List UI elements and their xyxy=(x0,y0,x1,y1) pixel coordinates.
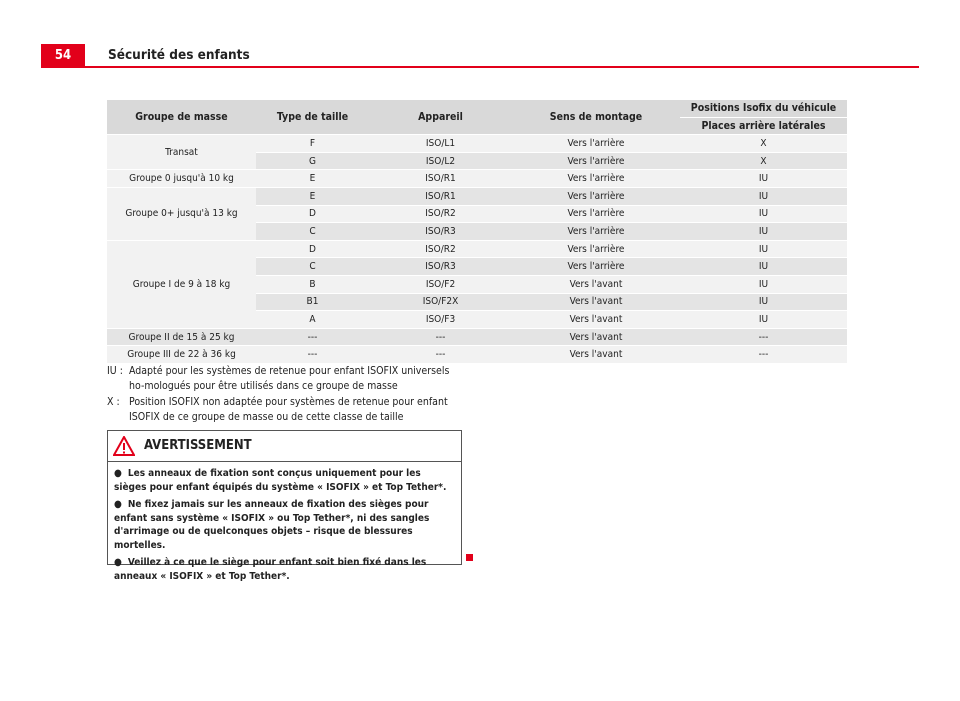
position-cell: IU xyxy=(680,170,847,188)
size-cell: C xyxy=(256,258,369,276)
size-cell: D xyxy=(256,240,369,258)
header-mounting: Sens de montage xyxy=(512,100,680,135)
legend-iu xyxy=(107,364,464,394)
group-cell: Groupe 0 jusqu'à 10 kg xyxy=(107,170,256,188)
position-cell: IU xyxy=(680,258,847,276)
table-row xyxy=(107,135,847,153)
position-cell: IU xyxy=(680,223,847,241)
size-cell: --- xyxy=(256,328,369,346)
table-row xyxy=(107,170,847,188)
position-cell: X xyxy=(680,152,847,170)
device-cell: ISO/F3 xyxy=(369,311,512,329)
size-cell: E xyxy=(256,187,369,205)
device-cell: ISO/F2X xyxy=(369,293,512,311)
device-cell: ISO/L1 xyxy=(369,135,512,153)
mount-cell: Vers l'arrière xyxy=(512,205,680,223)
section-end-marker xyxy=(466,554,473,561)
position-cell: IU xyxy=(680,205,847,223)
warning-header xyxy=(108,431,461,462)
size-cell: D xyxy=(256,205,369,223)
group-cell: Groupe 0+ jusqu'à 13 kg xyxy=(107,187,256,240)
mount-cell: Vers l'arrière xyxy=(512,258,680,276)
device-cell: ISO/R3 xyxy=(369,258,512,276)
device-cell: ISO/R1 xyxy=(369,187,512,205)
size-cell: G xyxy=(256,152,369,170)
warning-text: Ne fixez jamais sur les anneaux de fixation des sièges pour enfant sans système « ISOFIX » ou Top Tether*, ni des sangles d'arrimage ou de quelconques objets – risque de blessures mortelles. xyxy=(114,499,430,551)
header-device: Appareil xyxy=(369,100,512,135)
warning-body xyxy=(108,462,461,583)
device-cell: ISO/R2 xyxy=(369,205,512,223)
position-cell: IU xyxy=(680,311,847,329)
group-cell: Transat xyxy=(107,135,256,170)
device-cell: --- xyxy=(369,346,512,364)
warning-box xyxy=(107,430,462,582)
page-header xyxy=(41,44,919,68)
bullet-icon: ● xyxy=(114,499,122,510)
header-isofix-positions: Positions Isofix du véhicule xyxy=(680,100,847,117)
mount-cell: Vers l'arrière xyxy=(512,187,680,205)
bullet-icon: ● xyxy=(114,557,122,568)
position-cell: --- xyxy=(680,346,847,364)
size-cell: --- xyxy=(256,346,369,364)
position-cell: X xyxy=(680,135,847,153)
group-cell: Groupe III de 22 à 36 kg xyxy=(107,346,256,364)
device-cell: ISO/R1 xyxy=(369,170,512,188)
header-rear-side: Places arrière latérales xyxy=(680,117,847,135)
size-cell: B1 xyxy=(256,293,369,311)
device-cell: --- xyxy=(369,328,512,346)
mount-cell: Vers l'arrière xyxy=(512,170,680,188)
table-row xyxy=(107,346,847,364)
device-cell: ISO/R3 xyxy=(369,223,512,241)
size-cell: F xyxy=(256,135,369,153)
page-number: 54 xyxy=(41,44,85,67)
device-cell: ISO/R2 xyxy=(369,240,512,258)
position-cell: IU xyxy=(680,187,847,205)
mount-cell: Vers l'avant xyxy=(512,311,680,329)
bullet-icon: ● xyxy=(114,468,122,479)
device-cell: ISO/F2 xyxy=(369,275,512,293)
warning-title: AVERTISSEMENT xyxy=(144,438,252,453)
device-cell: ISO/L2 xyxy=(369,152,512,170)
legend-key-x: X : xyxy=(107,396,120,408)
size-cell: A xyxy=(256,311,369,329)
warning-text: Veillez à ce que le siège pour enfant soit bien fixé dans les anneaux « ISOFIX » et Top Tether*. xyxy=(114,557,427,582)
mount-cell: Vers l'arrière xyxy=(512,152,680,170)
warning-item xyxy=(114,467,455,494)
mount-cell: Vers l'arrière xyxy=(512,240,680,258)
warning-item xyxy=(114,556,455,583)
section-title: Sécurité des enfants xyxy=(108,47,250,63)
warning-triangle-icon xyxy=(113,436,135,456)
mount-cell: Vers l'avant xyxy=(512,275,680,293)
mount-cell: Vers l'avant xyxy=(512,328,680,346)
header-rule xyxy=(41,66,919,68)
position-cell: IU xyxy=(680,293,847,311)
mount-cell: Vers l'arrière xyxy=(512,223,680,241)
table-row xyxy=(107,187,847,205)
legend xyxy=(107,364,464,426)
legend-x xyxy=(107,395,464,425)
position-cell: IU xyxy=(680,275,847,293)
legend-text-x: Position ISOFIX non adaptée pour systèmes de retenue pour enfant ISOFIX de ce groupe de masse ou de cette classe de taille xyxy=(129,396,448,423)
size-cell: E xyxy=(256,170,369,188)
group-cell: Groupe II de 15 à 25 kg xyxy=(107,328,256,346)
header-size-type: Type de taille xyxy=(256,100,369,135)
header-mass-group: Groupe de masse xyxy=(107,100,256,135)
warning-item xyxy=(114,498,455,552)
size-cell: B xyxy=(256,275,369,293)
table-row xyxy=(107,328,847,346)
size-cell: C xyxy=(256,223,369,241)
position-cell: --- xyxy=(680,328,847,346)
group-cell: Groupe I de 9 à 18 kg xyxy=(107,240,256,328)
position-cell: IU xyxy=(680,240,847,258)
table-row xyxy=(107,240,847,258)
legend-key-iu: IU : xyxy=(107,365,123,377)
mount-cell: Vers l'avant xyxy=(512,346,680,364)
mount-cell: Vers l'arrière xyxy=(512,135,680,153)
warning-text: Les anneaux de fixation sont conçus uniquement pour les sièges pour enfant équipés du système « ISOFIX » et Top Tether*. xyxy=(114,468,447,493)
mount-cell: Vers l'avant xyxy=(512,293,680,311)
legend-text-iu: Adapté pour les systèmes de retenue pour enfant ISOFIX universels ho-mologués pour être utilisés dans ce groupe de masse xyxy=(129,365,450,392)
isofix-table xyxy=(107,100,847,364)
